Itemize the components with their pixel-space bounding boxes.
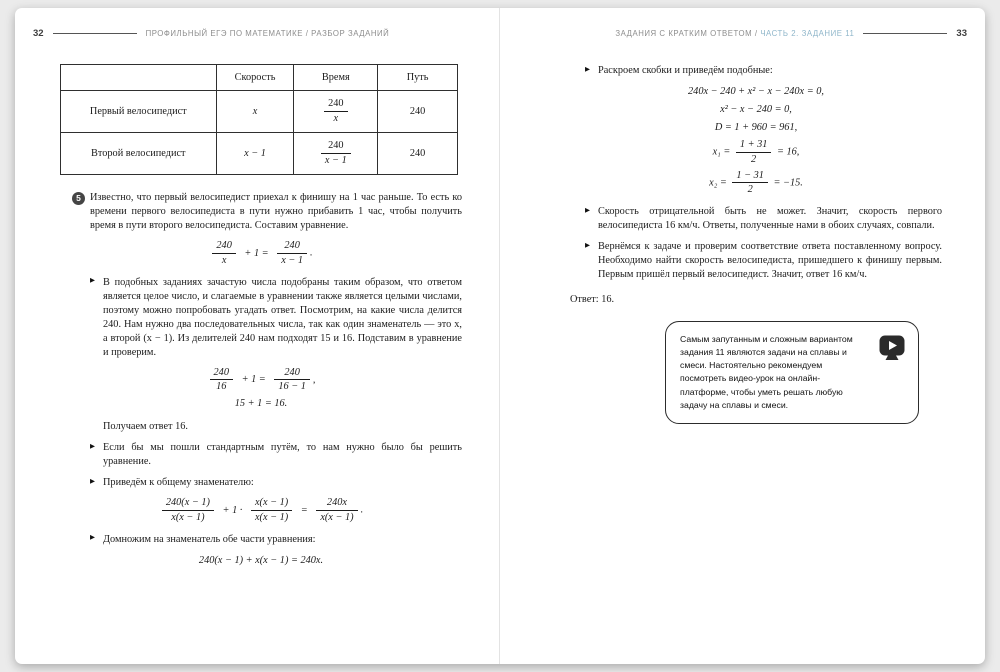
running-title-left-part1: ПРОФИЛЬНЫЙ ЕГЭ ПО МАТЕМАТИКЕ / [145,29,309,38]
bullet-arrow-icon: ▶ [90,477,95,485]
expand-brackets-paragraph [585,64,942,78]
table-header-blank [61,65,217,91]
equation-check-end: , [312,374,316,386]
page-32 [15,8,500,664]
row2-label: Второй велосипедист [61,133,217,175]
equation-main [60,240,462,267]
row1-time [294,91,378,133]
table-header-time: Время [294,65,378,91]
row2-time [294,133,378,175]
eq-discriminant: D = 1 + 960 = 961, [714,122,798,133]
standard-way-paragraph [90,441,462,469]
negative-speed-paragraph [585,205,942,233]
eq-quadratic: x² − x − 240 = 0, [720,104,792,115]
bullet-arrow-icon: ▶ [90,534,95,542]
table-row-cyclist-2 [61,133,458,175]
row1-time-fraction: $\frac{240}{x}$ [324,98,347,125]
eq-root-1-fraction: $\frac{1 + 31}{2}$ [736,139,772,166]
equation-check [60,367,462,412]
header-rule-right [863,33,947,34]
table-header-speed: Скорость [216,65,294,91]
eq-root-1-pre: x₁ = [712,146,731,158]
multiply-denominator-paragraph [90,533,462,547]
header-rule-left [53,33,137,34]
final-answer: Ответ: 16. [570,294,615,306]
multiply-denominator-text: Домножим на знаменатель обе части уравнения: [103,533,316,545]
eq-root-2-pre: x₂ = [709,177,727,189]
equation-check-operator: + 1 = [241,374,266,386]
row2-time-fraction: $\frac{240}{x - 1}$ [321,140,351,167]
right-page-content [570,64,942,424]
book-spread [15,8,985,664]
speed-time-distance-table [60,64,458,175]
equation-main-fraction-1: $\frac{240}{x}$ [212,240,235,267]
equation-main-operator: + 1 = [244,247,269,259]
left-page-content [60,64,462,577]
table-header-distance: Путь [378,65,458,91]
row1-speed: x [216,91,294,133]
running-title-right-part1: ЗАДАНИЯ С КРАТКИМ ОТВЕТОМ / [615,29,758,38]
table-row-cyclist-1 [61,91,458,133]
running-title-right [615,29,854,38]
eq-root-1-post: = 16, [776,146,800,158]
equation-check-fraction-1: $\frac{240}{16}$ [210,367,233,394]
eq-cd-fraction-2: $\frac{x(x - 1)}{x(x - 1)}$ [251,497,292,524]
step-5-text: Известно, что первый велосипедист приехал к финишу на 1 час раньше. То есть ко времени первого велосипедиста в пути нужно прибавить 1 час, чтобы получить время в пути второго велосипедиста. Составим уравнение. [90,192,462,231]
row1-label: Первый велосипедист [61,91,217,133]
equation-main-end: . [310,247,313,259]
right-page-header [514,28,967,39]
eq-root-1 [570,139,942,166]
verify-answer-text: Вернёмся к задаче и проверим соответствие ответа поставленному вопросу. Необходимо найти скорость велосипедиста, пришедшего к финишу первым. Первым пришёл первый велосипедист. Значит, ответ 16 км/ч. [598,241,942,281]
eq-cd-operator-1: + 1 · [222,505,243,516]
answer-16-note: Получаем ответ 16. [103,421,188,433]
bullet-arrow-icon: ▶ [90,442,95,450]
eq-cd-operator-2: = [300,505,308,516]
eq-cd-fraction-3: $\frac{240x}{x(x - 1)}$ [316,497,357,524]
equation-common-denominator [60,497,462,524]
bullet-arrow-icon: ▶ [585,206,590,214]
equation-multiplied: 240(x − 1) + x(x − 1) = 240x. [198,554,324,566]
bullet-arrow-icon: ▶ [585,241,590,249]
left-page-header [33,28,486,39]
eq-root-2-fraction: $\frac{1 - 31}{2}$ [732,170,768,197]
eq-cd-fraction-1: $\frac{240(x - 1)}{x(x - 1)}$ [162,497,214,524]
common-denominator-paragraph [90,476,462,490]
page-number-left: 32 [33,28,44,39]
equation-main-fraction-2: $\frac{240}{x - 1}$ [277,240,307,267]
page-number-right: 33 [956,28,967,39]
step-number-badge: 5 [72,192,85,205]
running-title-right-part2: ЧАСТЬ 2. ЗАДАНИЕ 11 [760,29,855,38]
eq-root-2 [570,170,942,197]
tip-guess-answer-paragraph [90,276,462,360]
standard-way-text: Если бы мы пошли стандартным путём, то нам нужно было бы решить уравнение. [103,442,462,468]
eq-cd-end: . [360,505,364,516]
equation-check-fraction-2: $\frac{240}{16 - 1}$ [274,367,310,394]
running-title-left-part2: РАЗБОР ЗАДАНИЙ [311,29,390,38]
video-lesson-callout [665,321,919,423]
common-denominator-text: Приведём к общему знаменателю: [103,477,254,489]
verify-answer-paragraph [585,240,942,282]
video-lesson-callout-text: Самым запутанным и сложным вариантом задания 11 являются задачи на сплавы и смеси. Настоятельно рекомендуем посмотреть видео-урок на онлайн-платформе, чтобы уметь решать любую задачу на сплавы и смеси. [680,334,853,410]
equation-check-line-2: 15 + 1 = 16. [234,398,288,410]
bullet-arrow-icon: ▶ [90,277,95,285]
table-header-row [61,65,458,91]
tip-guess-answer-text: В подобных заданиях зачастую числа подобраны таким образом, что ответом является целое число, и слагаемые в уравнении также является целыми числами, поэтому можно попробовать угадать ответ. Посмотрим, на какие числа делится 240. Нам нужно два последовательных числа, так как один знаменатель — это x, а второй (x − 1). Из делителей 240 нам подходят 15 и 16. Подставим в уравнение и проверим. [103,276,462,358]
running-title-left [146,29,390,38]
equation-check-line-1 [60,367,462,394]
page-33 [500,8,985,664]
step-5-paragraph [72,191,462,233]
expand-brackets-text: Раскроем скобки и приведём подобные: [598,65,773,76]
video-lesson-icon [877,333,907,363]
row2-distance: 240 [378,133,458,175]
equation-solution-block [570,85,942,196]
eq-expanded: 240x − 240 + x² − x − 240x = 0, [688,86,824,97]
eq-root-2-post: = −15. [773,177,803,189]
row2-speed: x − 1 [216,133,294,175]
row1-distance: 240 [378,91,458,133]
bullet-arrow-icon: ▶ [585,65,590,73]
negative-speed-text: Скорость отрицательной быть не может. Значит, скорость первого велосипедиста 16 км/ч. Ответы, полученные нами в обоих случаях, совпали. [598,206,942,232]
